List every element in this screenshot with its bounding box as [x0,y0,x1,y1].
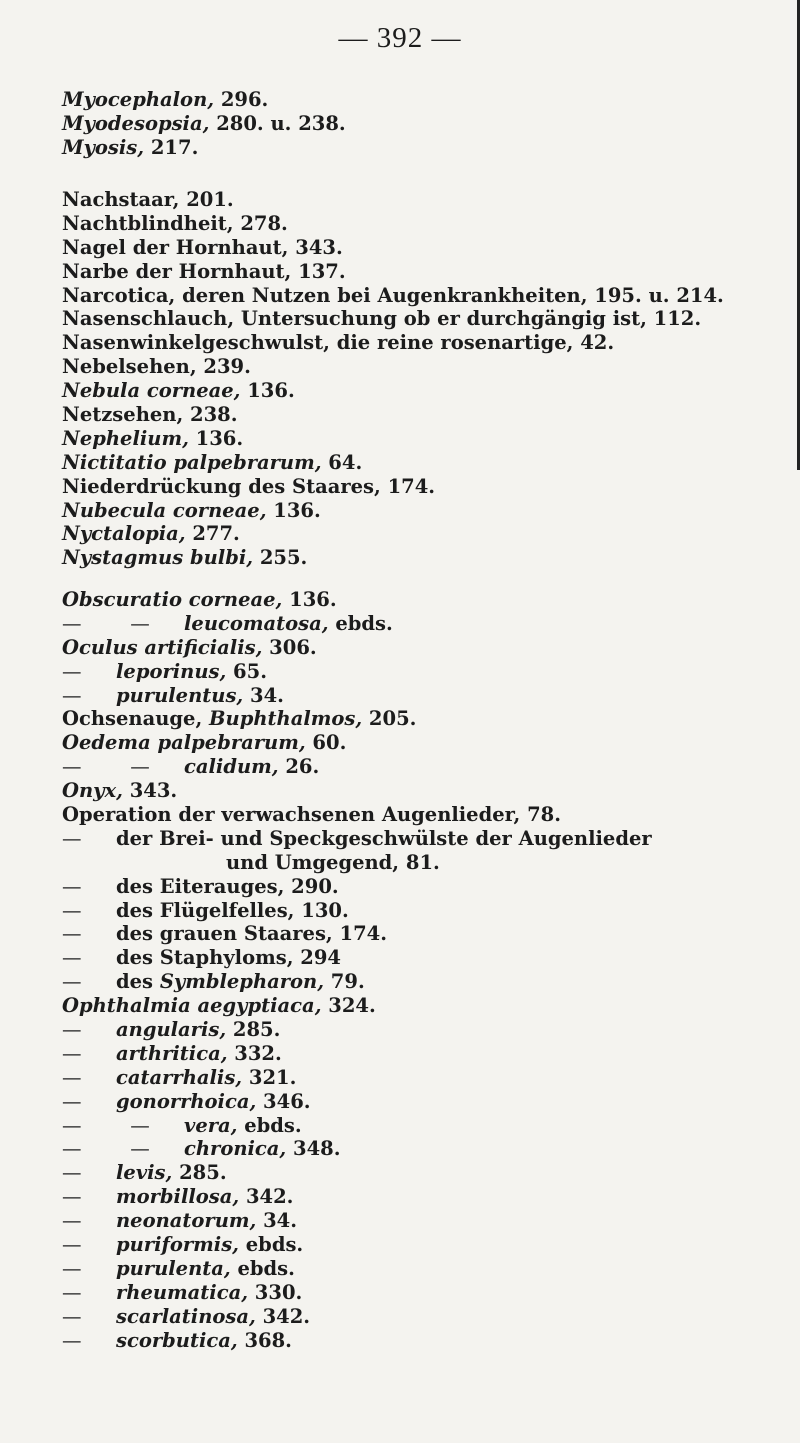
ditto-dash: — [62,922,82,946]
index-entry [62,403,782,427]
index-entry [62,731,782,755]
index-entry [62,612,782,636]
entry-page-ref: 205. [362,707,417,731]
index-entry [62,546,782,570]
index-entry [62,755,782,779]
index-entry [62,499,782,523]
index-entry [62,1329,782,1353]
entry-page-ref: 368. [237,1328,292,1352]
entry-term: Myocephalon, [62,88,215,111]
entry-page-ref: 65. [226,659,267,683]
index-entry [62,707,782,731]
ditto-dash: — [62,826,82,850]
entry-text: des grauen Staares, 174. [116,922,387,946]
entry-page-ref: 60. [305,731,347,755]
index-entry [62,188,782,212]
entry-text: des Flügelfelles, 130. [116,898,349,922]
entry-term: levis, [116,1161,173,1185]
index-entry [62,684,782,708]
entry-text: Niederdrückung des Staares, 174. [62,474,436,498]
index-entry [62,827,782,851]
ditto-dash: — [62,611,82,635]
entry-page-ref: 280. u. 238. [209,111,346,135]
entry-page-ref: 255. [253,546,308,570]
index-entry [62,427,782,451]
entry-text: Nachtblindheit, 278. [62,211,288,235]
entry-term: vera, [184,1113,238,1137]
entry-term: calidum, [184,755,279,779]
index-section-o [62,588,782,1353]
entry-text: der Brei- und Speckgeschwülste der Augenlieder [116,826,652,850]
ditto-dash: — [62,946,82,970]
entry-page-ref: 342. [255,1304,311,1328]
entry-text: Nasenwinkelgeschwulst, die reine rosenartige, 42. [62,331,615,355]
entry-term: Nubecula corneae, [62,498,267,522]
index-entry [62,284,782,308]
ditto-dash: — [62,1113,82,1137]
entry-term: arthritica, [116,1041,228,1065]
index-entry [62,1305,782,1329]
ditto-dash: — [62,1280,82,1304]
entry-page-ref: 34. [256,1209,298,1233]
entry-term: Onyx, [62,779,123,803]
entry-text: des Staphyloms, 294 [116,946,341,970]
entry-term: morbillosa, [116,1185,240,1209]
index-entry [62,1018,782,1042]
ditto-dash: — [62,1304,82,1328]
index-entry [62,1281,782,1305]
index-entry [62,660,782,684]
index-entry [62,779,782,803]
entry-page-ref: 285. [172,1161,227,1185]
index-entry [62,1042,782,1066]
entry-page-ref: 34. [243,683,284,707]
entry-term: leporinus, [116,659,227,683]
entry-page-ref: 136. [188,426,244,450]
entry-page-ref: 136. [240,379,295,403]
index-entry [62,136,782,160]
entry-term: leucomatosa, [184,611,329,635]
ditto-dash: — [62,1209,82,1233]
index-entry [62,946,782,970]
entry-page-ref: ebds. [238,1233,304,1257]
index-entry [62,875,782,899]
index-entry [62,1114,782,1138]
entry-page-ref: 346. [256,1089,311,1113]
index-entry [62,451,782,475]
entry-term: Nictitatio palpebrarum, [62,450,322,474]
index-entry [62,475,782,499]
entry-term: purulentus, [116,683,244,707]
entry-continuation: und Umgegend, 81. [226,850,440,874]
ditto-dash: — [62,1233,82,1257]
index-entry [62,994,782,1018]
page-number: — 392 — [338,22,462,54]
index-entry [62,803,782,827]
ditto-dash: — [62,1328,82,1352]
index-section-n [62,188,782,570]
entry-term: Symblepharon, [159,970,325,994]
ditto-dash: — [62,898,82,922]
entry-page-ref: 348. [286,1137,341,1161]
index-entry [62,1137,782,1161]
entry-page-ref: ebds. [328,611,393,635]
entry-page-ref: 306. [262,635,317,659]
entry-term: Obscuratio corneae, [62,588,283,611]
index-entry [62,1066,782,1090]
ditto-dash: — [62,874,82,898]
ditto-dash: — [62,659,82,683]
ditto-dash: — [62,1065,82,1089]
entry-page-ref: 342. [239,1185,294,1209]
entry-term: angularis, [116,1018,227,1042]
entry-term: catarrhalis, [116,1065,243,1089]
entry-page-ref: 26. [278,755,320,779]
entry-term: scarlatinosa, [116,1304,256,1328]
ditto-dash: — [62,755,82,779]
entry-text: Nasenschlauch, Untersuchung ob er durchgängig ist, 112. [62,307,702,331]
ditto-dash: — [130,611,150,635]
entry-page-ref: 217. [144,135,199,159]
entry-page-ref: 330. [248,1280,303,1304]
index-entry [62,1209,782,1233]
entry-term: Myosis, [62,135,145,159]
entry-term: Buphthalmos, [209,707,363,731]
entry-page-ref: ebds. [237,1113,302,1137]
index-entry [62,212,782,236]
entry-text: Nagel der Hornhaut, 343. [62,235,343,259]
entry-term: Oedema palpebrarum, [62,731,306,755]
entry-text: Narcotica, deren Nutzen bei Augenkrankheiten, 195. u. 214. [62,283,724,307]
entry-page-ref: 79. [324,970,365,994]
entry-page-ref: 136. [266,498,321,522]
index-entry [62,851,782,875]
entry-term: purulenta, [116,1256,231,1280]
index-entry [62,1185,782,1209]
entry-page-ref: 332. [227,1041,282,1065]
entry-term: neonatorum, [116,1209,257,1233]
entry-term: rheumatica, [116,1280,249,1304]
entry-page-ref: 277. [185,522,240,546]
entry-text: Operation der verwachsenen Augenlieder, 78. [62,803,561,827]
index-entry [62,112,782,136]
ditto-dash: — [62,1041,82,1065]
entry-term: Nebula corneae, [62,379,241,403]
ditto-dash: — [62,970,82,994]
index-section-m [62,88,782,160]
index-entry [62,1233,782,1257]
entry-page-ref: 324. [321,994,376,1018]
index-entry [62,260,782,284]
entry-text: Netzsehen, 238. [62,403,238,427]
index-entry [62,1161,782,1185]
ditto-dash: — [62,1185,82,1209]
entry-term: Nyctalopia, [62,522,186,546]
index-entry [62,636,782,660]
index-entry [62,236,782,260]
entry-term: Nephelium, [62,426,189,450]
ditto-dash: — [62,683,82,707]
entry-term: puriformis, [116,1233,239,1257]
index-entry [62,88,782,112]
index-entry [62,588,782,612]
entry-text: Narbe der Hornhaut, 137. [62,259,346,283]
index-entry [62,355,782,379]
index-entry [62,970,782,994]
ditto-dash: — [130,1113,150,1137]
ditto-dash: — [62,1137,82,1161]
ditto-dash: — [130,755,150,779]
ditto-dash: — [62,1089,82,1113]
entry-page-ref: 136. [282,588,337,611]
entry-page-ref: ebds. [230,1256,295,1280]
entry-page-ref: 343. [122,779,178,803]
entry-term: Oculus artificialis, [62,635,263,659]
entry-page-ref: 64. [321,450,363,474]
index-entry [62,1090,782,1114]
index-entry [62,307,782,331]
ditto-dash: — [62,1256,82,1280]
index-entry [62,522,782,546]
ditto-dash: — [62,1161,82,1185]
entry-page-ref: 296. [214,88,269,111]
entry-term: Ophthalmia aegyptiaca, [62,994,322,1018]
entry-term: scorbutica, [116,1328,238,1352]
entry-term: chronica, [184,1137,287,1161]
entry-term: Nystagmus bulbi, [62,546,254,570]
entry-page-ref: 285. [226,1018,281,1042]
index-entry [62,922,782,946]
ditto-dash: — [62,1018,82,1042]
index-entry [62,331,782,355]
entry-page-ref: 321. [242,1065,297,1089]
entry-text: Nebelsehen, 239. [62,355,251,379]
index-entry [62,899,782,923]
entry-text: des Eiterauges, 290. [116,874,339,898]
ditto-dash: — [130,1137,150,1161]
entry-term: Myodesopsia, [62,111,210,135]
entry-text: Ochsenauge, [62,707,210,731]
entry-term: gonorrhoica, [116,1089,257,1113]
index-entry [62,379,782,403]
entry-text: Nachstaar, 201. [62,188,234,211]
entry-text: des [116,970,160,994]
index-entry [62,1257,782,1281]
